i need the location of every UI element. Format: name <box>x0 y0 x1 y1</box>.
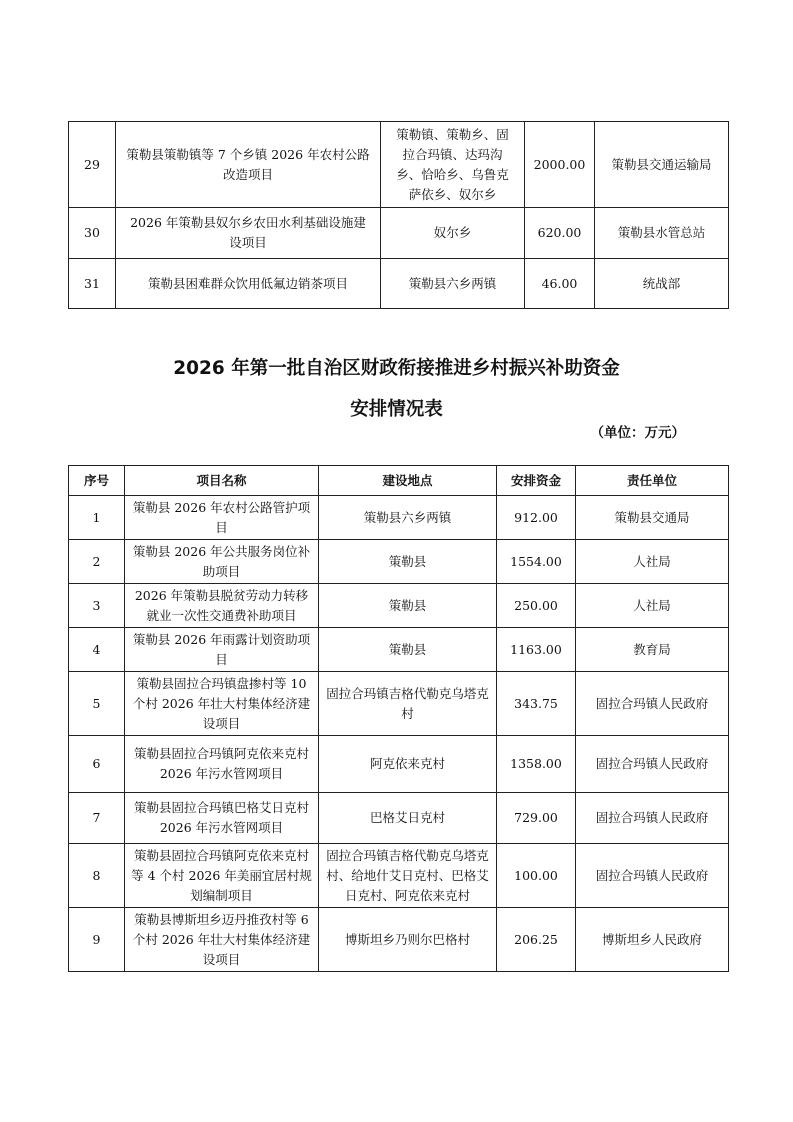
table-row <box>69 628 729 672</box>
row-amount: 729.00 <box>497 793 576 844</box>
row-responsible-unit: 固拉合玛镇人民政府 <box>576 793 729 844</box>
row-responsible-unit: 策勒县交通运输局 <box>595 122 729 208</box>
table-row <box>69 259 729 309</box>
row-project-name: 策勒县固拉合玛镇阿克依来克村等 4 个村 2026 年美丽宜居村规划编制项目 <box>125 844 319 908</box>
row-responsible-unit: 固拉合玛镇人民政府 <box>576 844 729 908</box>
row-responsible-unit: 统战部 <box>595 259 729 309</box>
header-seq: 序号 <box>69 466 125 496</box>
row-seq: 8 <box>69 844 125 908</box>
row-project-name: 策勒县博斯坦乡迈丹推孜村等 6 个村 2026 年壮大村集体经济建设项目 <box>125 908 319 972</box>
row-project-name: 策勒县 2026 年雨露计划资助项目 <box>125 628 319 672</box>
row-amount: 620.00 <box>525 208 595 259</box>
row-location: 策勒县六乡两镇 <box>381 259 525 309</box>
row-location: 策勒县 <box>319 628 497 672</box>
row-amount: 100.00 <box>497 844 576 908</box>
row-seq: 2 <box>69 540 125 584</box>
row-amount: 912.00 <box>497 496 576 540</box>
row-project-name: 策勒县策勒镇等 7 个乡镇 2026 年农村公路改造项目 <box>116 122 381 208</box>
row-location: 策勒县 <box>319 584 497 628</box>
row-project-name: 策勒县固拉合玛镇巴格艾日克村 2026 年污水管网项目 <box>125 793 319 844</box>
row-project-name: 策勒县固拉合玛镇盘掺村等 10 个村 2026 年壮大村集体经济建设项目 <box>125 672 319 736</box>
row-amount: 250.00 <box>497 584 576 628</box>
row-amount: 206.25 <box>497 908 576 972</box>
row-seq: 29 <box>69 122 116 208</box>
table-row <box>69 844 729 908</box>
row-responsible-unit: 人社局 <box>576 584 729 628</box>
row-seq: 31 <box>69 259 116 309</box>
row-project-name: 2026 年策勒县脱贫劳动力转移就业一次性交通费补助项目 <box>125 584 319 628</box>
row-location: 固拉合玛镇吉格代勒克乌塔克村、给地什艾日克村、巴格艾日克村、阿克依来克村 <box>319 844 497 908</box>
row-amount: 343.75 <box>497 672 576 736</box>
table-header-row <box>69 466 729 496</box>
header-responsible-unit: 责任单位 <box>576 466 729 496</box>
table-row <box>69 584 729 628</box>
header-project-name: 项目名称 <box>125 466 319 496</box>
row-responsible-unit: 固拉合玛镇人民政府 <box>576 736 729 793</box>
table-row <box>69 908 729 972</box>
document-title: 2026 年第一批自治区财政衔接推进乡村振兴补助资金 <box>173 358 620 379</box>
row-location: 策勒县 <box>319 540 497 584</box>
fund-allocation-table <box>68 465 729 972</box>
table-row <box>69 736 729 793</box>
table-row <box>69 496 729 540</box>
row-amount: 46.00 <box>525 259 595 309</box>
table-row <box>69 208 729 259</box>
row-location: 阿克依来克村 <box>319 736 497 793</box>
row-project-name: 策勒县 2026 年农村公路管护项目 <box>125 496 319 540</box>
unit-note: （单位：万元） <box>590 425 685 441</box>
document-subtitle: 安排情况表 <box>350 399 443 420</box>
continued-fund-table <box>68 121 729 309</box>
row-amount: 1163.00 <box>497 628 576 672</box>
table-row <box>69 672 729 736</box>
row-seq: 30 <box>69 208 116 259</box>
row-location: 博斯坦乡乃则尔巴格村 <box>319 908 497 972</box>
row-amount: 2000.00 <box>525 122 595 208</box>
row-seq: 5 <box>69 672 125 736</box>
row-seq: 9 <box>69 908 125 972</box>
row-project-name: 策勒县困难群众饮用低氟边销茶项目 <box>116 259 381 309</box>
row-project-name: 策勒县 2026 年公共服务岗位补助项目 <box>125 540 319 584</box>
row-location: 策勒镇、策勒乡、固拉合玛镇、达玛沟乡、恰哈乡、乌鲁克萨依乡、奴尔乡 <box>381 122 525 208</box>
table-row <box>69 793 729 844</box>
header-amount: 安排资金 <box>497 466 576 496</box>
row-seq: 6 <box>69 736 125 793</box>
row-responsible-unit: 教育局 <box>576 628 729 672</box>
row-amount: 1554.00 <box>497 540 576 584</box>
row-responsible-unit: 固拉合玛镇人民政府 <box>576 672 729 736</box>
row-location: 固拉合玛镇吉格代勒克乌塔克村 <box>319 672 497 736</box>
row-responsible-unit: 策勒县交通局 <box>576 496 729 540</box>
row-seq: 7 <box>69 793 125 844</box>
row-location: 策勒县六乡两镇 <box>319 496 497 540</box>
row-project-name: 2026 年策勒县奴尔乡农田水利基础设施建设项目 <box>116 208 381 259</box>
row-seq: 3 <box>69 584 125 628</box>
row-location: 巴格艾日克村 <box>319 793 497 844</box>
row-responsible-unit: 人社局 <box>576 540 729 584</box>
row-amount: 1358.00 <box>497 736 576 793</box>
row-location: 奴尔乡 <box>381 208 525 259</box>
header-location: 建设地点 <box>319 466 497 496</box>
row-responsible-unit: 策勒县水管总站 <box>595 208 729 259</box>
row-project-name: 策勒县固拉合玛镇阿克依来克村 2026 年污水管网项目 <box>125 736 319 793</box>
row-responsible-unit: 博斯坦乡人民政府 <box>576 908 729 972</box>
row-seq: 1 <box>69 496 125 540</box>
table-row <box>69 540 729 584</box>
row-seq: 4 <box>69 628 125 672</box>
table-row <box>69 122 729 208</box>
